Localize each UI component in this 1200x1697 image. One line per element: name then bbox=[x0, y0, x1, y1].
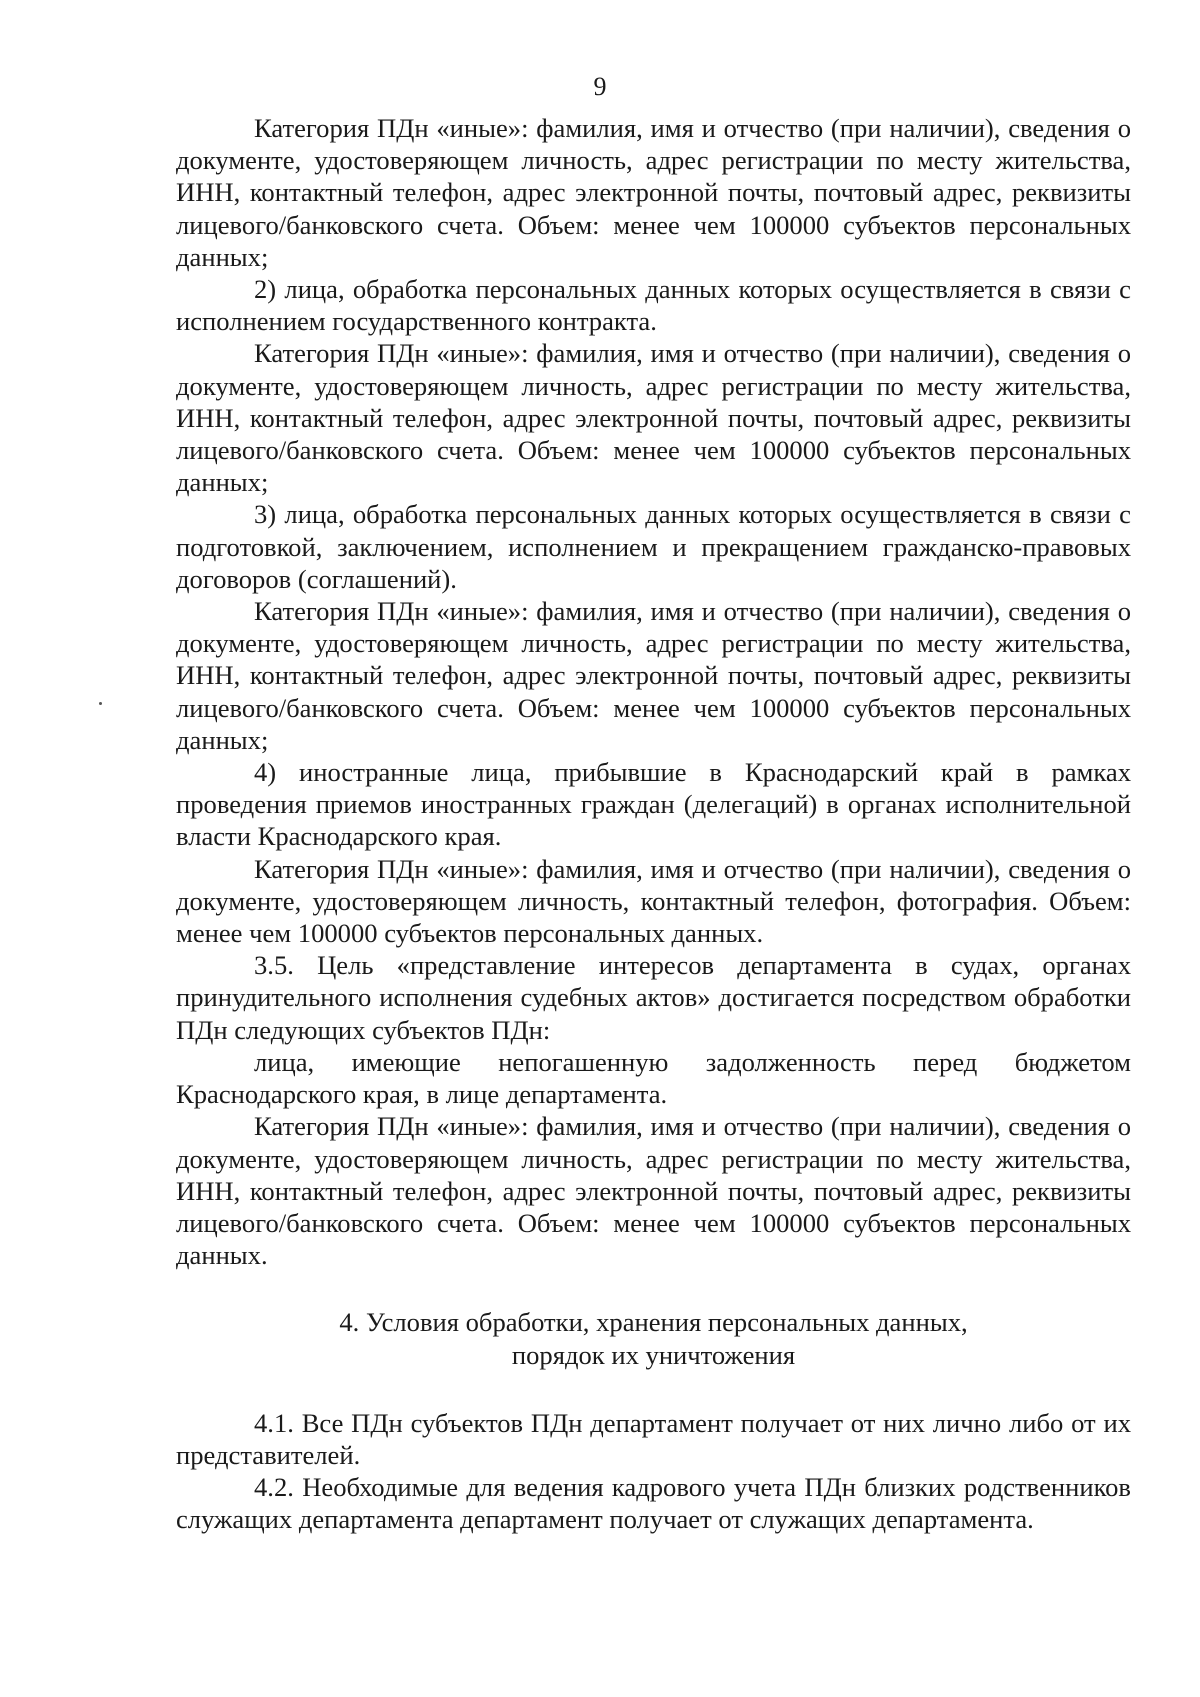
page-number: 9 bbox=[593, 72, 607, 101]
paragraph: Категория ПДн «иные»: фамилия, имя и отчество (при наличии), сведения о документе, удостоверяющем личность, адрес регистрации по месту жительства, ИНН, контактный телефон, адрес электронной почты, почтовый адрес, реквизиты лицевого/банковского счета. Объем: менее чем 100000 субъектов персональных данных; bbox=[176, 338, 1131, 498]
clause-3-5: 3.5. Цель «представление интересов департамента в судах, органах принудительного исполнения судебных актов» достигается посредством обработки ПДн следующих субъектов ПДн: bbox=[176, 950, 1131, 1045]
clause-4-2: 4.2. Необходимые для ведения кадрового учета ПДн близких родственников служащих департамента департамент получает от служащих департамента. bbox=[176, 1472, 1131, 1535]
section-4-heading-line-1: 4. Условия обработки, хранения персональных данных, bbox=[339, 1307, 968, 1338]
section-4-heading bbox=[176, 1306, 1131, 1370]
list-item-2: 2) лица, обработка персональных данных которых осуществляется в связи с исполнением государственного контракта. bbox=[176, 274, 1131, 337]
paragraph: Категория ПДн «иные»: фамилия, имя и отчество (при наличии), сведения о документе, удостоверяющем личность, контактный телефон, фотография. Объем: менее чем 100000 субъектов персональных данных. bbox=[176, 853, 1131, 949]
scan-speck bbox=[99, 702, 102, 705]
section-4-heading-line-2: порядок их уничтожения bbox=[511, 1339, 796, 1370]
paragraph: Категория ПДн «иные»: фамилия, имя и отчество (при наличии), сведения о документе, удостоверяющем личность, адрес регистрации по месту жительства, ИНН, контактный телефон, адрес электронной почты, почтовый адрес, реквизиты лицевого/банковского счета. Объем: менее чем 100000 субъектов персональных данных; bbox=[176, 113, 1131, 272]
list-item-4: 4) иностранные лица, прибывшие в Краснодарский край в рамках проведения приемов иностранных граждан (делегаций) в органах исполнительной власти Краснодарского края. bbox=[176, 757, 1131, 852]
document-body bbox=[176, 112, 1131, 1536]
paragraph: Категория ПДн «иные»: фамилия, имя и отчество (при наличии), сведения о документе, удостоверяющем личность, адрес регистрации по месту жительства, ИНН, контактный телефон, адрес электронной почты, почтовый адрес, реквизиты лицевого/банковского счета. Объем: менее чем 100000 субъектов персональных данных; bbox=[176, 596, 1131, 755]
clause-4-1: 4.1. Все ПДн субъектов ПДн департамент получает от них лично либо от их представителей. bbox=[176, 1407, 1131, 1470]
paragraph: Категория ПДн «иные»: фамилия, имя и отчество (при наличии), сведения о документе, удостоверяющем личность, адрес регистрации по месту жительства, ИНН, контактный телефон, адрес электронной почты, почтовый адрес, реквизиты лицевого/банковского счета. Объем: менее чем 100000 субъектов персональных данных. bbox=[176, 1111, 1131, 1271]
list-item-3: 3) лица, обработка персональных данных которых осуществляется в связи с подготовкой, заключением, исполнением и прекращением гражданско-правовых договоров (соглашений). bbox=[176, 499, 1131, 594]
paragraph: лица, имеющие непогашенную задолженность перед бюджетом Краснодарского края, в лице департамента. bbox=[176, 1046, 1131, 1110]
